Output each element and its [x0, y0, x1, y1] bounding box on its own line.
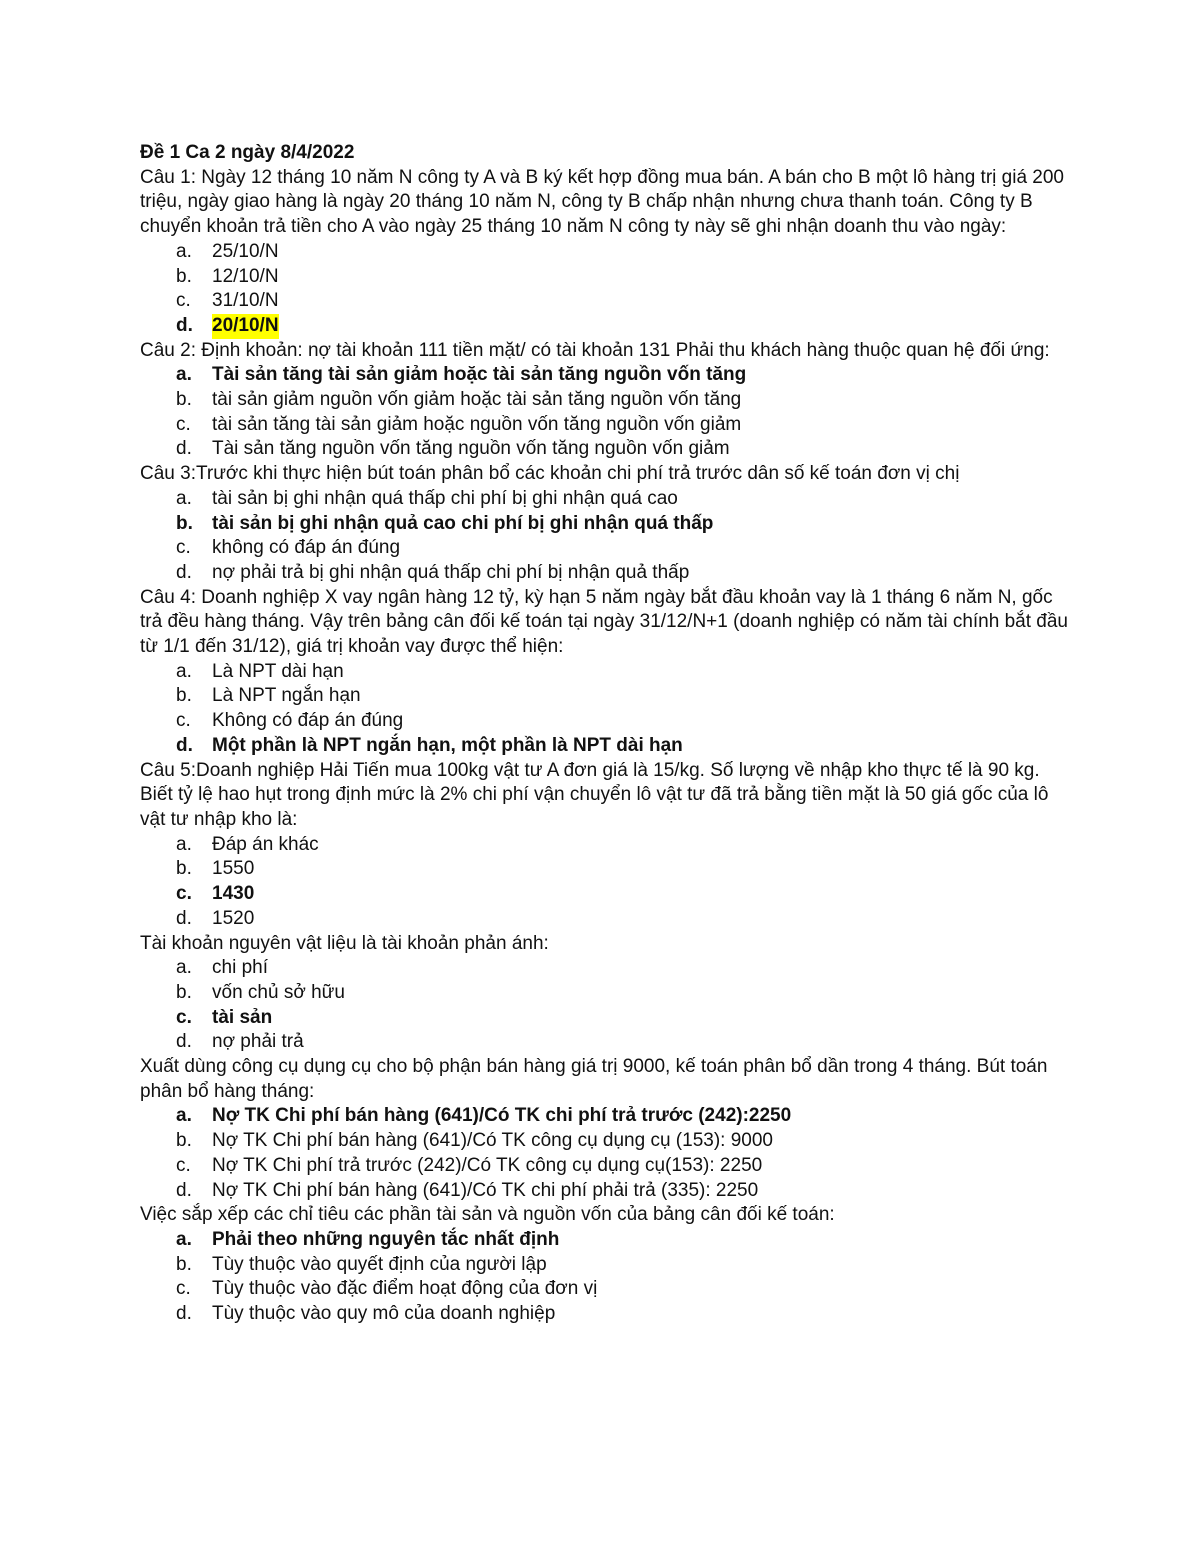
answer-option [176, 561, 1070, 586]
option-text: tài sản bị ghi nhận quá thấp chi phí bị ghi nhận quá cao [212, 487, 678, 509]
option-list [140, 1104, 1070, 1203]
option-letter: a. [176, 1105, 192, 1127]
question-block [140, 759, 1070, 932]
answer-option [176, 981, 1070, 1006]
answer-option [176, 709, 1070, 734]
answer-option-correct [176, 314, 1070, 339]
option-letter: c. [176, 710, 191, 732]
option-text: Nợ TK Chi phí bán hàng (641)/Có TK chi phí phải trả (335): 2250 [212, 1179, 759, 1201]
question-text: Tài khoản nguyên vật liệu là tài khoản phản ánh: [140, 932, 549, 954]
option-text: 1550 [212, 858, 255, 880]
option-letter: c. [176, 413, 191, 435]
option-letter: c. [176, 1154, 191, 1176]
option-text: tài sản bị ghi nhận quả cao chi phí bị ghi nhận quá thấp [212, 512, 714, 534]
answer-option [176, 265, 1070, 290]
option-letter: c. [176, 883, 192, 905]
option-text: tài sản tăng tài sản giảm hoặc nguồn vốn tăng nguồn vốn giảm [212, 413, 742, 435]
question-block [140, 462, 1070, 586]
option-letter: b. [176, 389, 192, 411]
option-text: Nợ TK Chi phí bán hàng (641)/Có TK công cụ dụng cụ (153): 9000 [212, 1130, 773, 1152]
option-letter: a. [176, 487, 192, 509]
answer-option-correct [176, 512, 1070, 537]
question-block [140, 1203, 1070, 1327]
answer-option-correct [176, 1006, 1070, 1031]
option-letter: c. [176, 1006, 192, 1028]
answer-option [176, 536, 1070, 561]
answer-option [176, 684, 1070, 709]
question-text: Câu 4: Doanh nghiệp X vay ngân hàng 12 tỷ, kỳ hạn 5 năm ngày bắt đầu khoản vay là 1 tháng 6 năm N, gốc trả đều hàng tháng. Vậy trên bảng cân đối kế toán tại ngày 31/12/N+1 (doanh nghiệp có năm tài chính bắt đầu từ 1/1 đến 31/12), giá trị khoản vay được thể hiện: [140, 586, 1068, 658]
option-letter: b. [176, 1253, 192, 1275]
option-list [140, 487, 1070, 586]
answer-option [176, 833, 1070, 858]
option-letter: c. [176, 537, 191, 559]
option-text: 31/10/N [212, 290, 279, 312]
option-letter: b. [176, 858, 192, 880]
option-letter: a. [176, 1228, 192, 1250]
question-block [140, 166, 1070, 339]
option-letter: a. [176, 833, 192, 855]
option-text: không có đáp án đúng [212, 537, 401, 559]
option-text: Một phần là NPT ngắn hạn, một phần là NPT dài hạn [212, 734, 683, 756]
option-text: vốn chủ sở hữu [212, 981, 345, 1003]
answer-option-correct [176, 1104, 1070, 1129]
option-letter: b. [176, 512, 193, 534]
question-block [140, 586, 1070, 759]
option-text: 12/10/N [212, 265, 279, 287]
question-text: Câu 3:Trước khi thực hiện bút toán phân bổ các khoản chi phí trả trước dân số kế toán đơn vị chị [140, 463, 960, 485]
answer-option-correct [176, 734, 1070, 759]
option-text: nợ phải trả [212, 1031, 304, 1053]
option-text: chi phí [212, 957, 268, 979]
answer-option [176, 1129, 1070, 1154]
option-text: Là NPT ngắn hạn [212, 685, 361, 707]
option-letter: c. [176, 1278, 191, 1300]
option-letter: b. [176, 1130, 192, 1152]
answer-option [176, 660, 1070, 685]
option-letter: d. [176, 1031, 192, 1053]
option-text: 1520 [212, 907, 255, 929]
option-text: tài sản [212, 1006, 273, 1028]
answer-option [176, 1277, 1070, 1302]
option-letter: d. [176, 438, 192, 460]
answer-option [176, 1302, 1070, 1327]
option-letter: d. [176, 734, 193, 756]
question-list [140, 166, 1070, 1327]
question-block [140, 932, 1070, 1056]
option-letter: d. [176, 314, 193, 336]
option-text: Nợ TK Chi phí bán hàng (641)/Có TK chi phí trả trước (242):2250 [212, 1105, 792, 1127]
option-letter: c. [176, 290, 191, 312]
answer-option [176, 907, 1070, 932]
option-list [140, 363, 1070, 462]
answer-option [176, 956, 1070, 981]
answer-option [176, 857, 1070, 882]
question-text: Câu 2: Định khoản: nợ tài khoản 111 tiền mặt/ có tài khoản 131 Phải thu khách hàng thuộc quan hệ đối ứng: [140, 339, 1050, 361]
document-page [140, 141, 1070, 1327]
question-text: Câu 5:Doanh nghiệp Hải Tiến mua 100kg vật tư A đơn giá là 15/kg. Số lượng về nhập kho thực tế là 90 kg. Biết tỷ lệ hao hụt trong định mức là 2% chi phí vận chuyển lô vật tư đã trả bằng tiền mặt là 50 giá gốc của lô vật tư nhập kho là: [140, 759, 1049, 830]
option-list [140, 240, 1070, 339]
option-list [140, 1228, 1070, 1327]
option-letter: a. [176, 364, 192, 386]
option-text: Là NPT dài hạn [212, 660, 344, 682]
option-text: Phải theo những nguyên tắc nhất định [212, 1228, 560, 1250]
option-text: Không có đáp án đúng [212, 710, 404, 732]
answer-option-correct [176, 363, 1070, 388]
option-letter: d. [176, 561, 192, 583]
option-text: Đáp án khác [212, 833, 319, 855]
option-list [140, 833, 1070, 932]
option-letter: a. [176, 240, 192, 262]
answer-option [176, 437, 1070, 462]
option-text: Tài sản tăng tài sản giảm hoặc tài sản tăng nguồn vốn tăng [212, 364, 747, 386]
option-list [140, 660, 1070, 759]
option-letter: b. [176, 981, 192, 1003]
question-text: Câu 1: Ngày 12 tháng 10 năm N công ty A và B ký kết hợp đồng mua bán. A bán cho B một lô hàng trị giá 200 triệu, ngày giao hàng là ngày 20 tháng 10 năm N, công ty B chấp nhận nhưng chưa thanh toán. Công ty B chuyển khoản trả tiền cho A vào ngày 25 tháng 10 năm N công ty này sẽ ghi nhận doanh thu vào ngày: [140, 166, 1064, 238]
question-block [140, 1055, 1070, 1203]
answer-option [176, 289, 1070, 314]
option-letter: d. [176, 907, 192, 929]
option-letter: d. [176, 1179, 192, 1201]
document-title: Đề 1 Ca 2 ngày 8/4/2022 [140, 142, 355, 163]
option-letter: b. [176, 265, 192, 287]
option-text: 1430 [212, 883, 255, 905]
option-letter: a. [176, 957, 192, 979]
option-text: 25/10/N [212, 240, 279, 262]
option-letter: a. [176, 660, 192, 682]
option-letter: b. [176, 685, 192, 707]
option-text: 20/10/N [212, 314, 279, 339]
option-text: Tài sản tăng nguồn vốn tăng nguồn vốn tăng nguồn vốn giảm [212, 438, 730, 460]
option-text: tài sản giảm nguồn vốn giảm hoặc tài sản tăng nguồn vốn tăng [212, 389, 742, 411]
answer-option [176, 413, 1070, 438]
answer-option [176, 240, 1070, 265]
option-list [140, 956, 1070, 1055]
option-text: nợ phải trả bị ghi nhận quá thấp chi phí bị nhận quả thấp [212, 561, 690, 583]
answer-option [176, 1030, 1070, 1055]
question-block [140, 339, 1070, 463]
option-text: Tùy thuộc vào đặc điểm hoạt động của đơn vị [212, 1278, 598, 1300]
answer-option [176, 1253, 1070, 1278]
option-letter: d. [176, 1303, 192, 1325]
answer-option-correct [176, 882, 1070, 907]
question-text: Việc sắp xếp các chỉ tiêu các phần tài sản và nguồn vốn của bảng cân đối kế toán: [140, 1204, 835, 1226]
question-text: Xuất dùng công cụ dụng cụ cho bộ phận bán hàng giá trị 9000, kế toán phân bổ dần trong 4 tháng. Bút toán phân bổ hàng tháng: [140, 1056, 1048, 1102]
answer-option [176, 1179, 1070, 1204]
answer-option [176, 1154, 1070, 1179]
option-text: Tùy thuộc vào quy mô của doanh nghiệp [212, 1303, 556, 1325]
option-text: Tùy thuộc vào quyết định của người lập [212, 1253, 547, 1275]
answer-option-correct [176, 1228, 1070, 1253]
answer-option [176, 388, 1070, 413]
option-text: Nợ TK Chi phí trả trước (242)/Có TK công cụ dụng cụ(153): 2250 [212, 1154, 763, 1176]
answer-option [176, 487, 1070, 512]
